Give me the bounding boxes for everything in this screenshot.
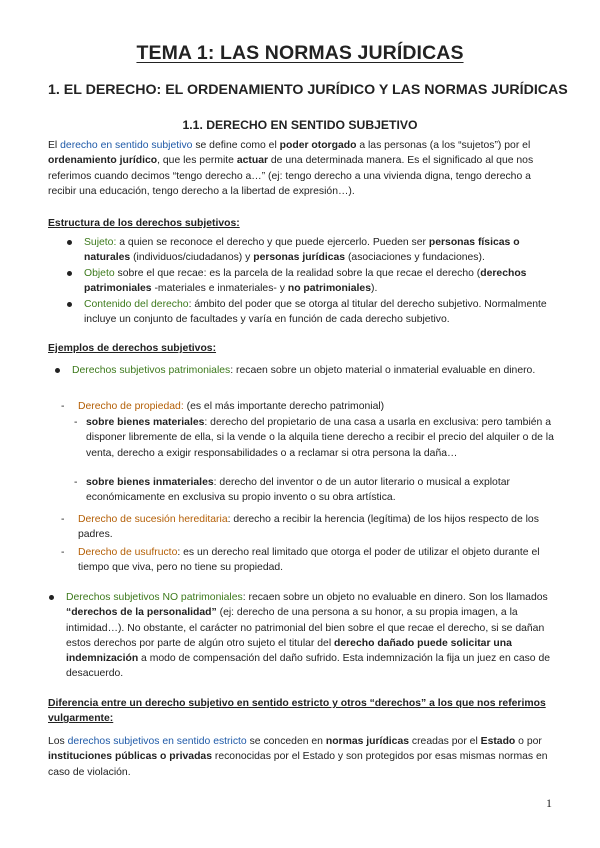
text: sobre el que recae: es la parcela de la realidad sobre la que recae el derecho ( [114, 268, 481, 279]
item-label: Derecho de propiedad: [78, 401, 184, 412]
text: de una determinada manera. Es el significado al que nos referimos cuando decimos “tengo derecho a…” (ej: tengo derecho a una vivienda digna, tengo derecho a recibir una educación, tengo derecho a la libertad de expresión…). [48, 155, 534, 197]
usufructo-item [61, 545, 558, 576]
text: reconocidas por el Estado y son protegidos por esas mismas normas en caso de violación. [48, 751, 548, 778]
dash-icon: - [61, 514, 65, 525]
no-patrimoniales-item [66, 590, 558, 682]
item-label: Sujeto: [84, 237, 117, 248]
diferencia-paragraph [48, 734, 558, 780]
item-label: Objeto [84, 268, 115, 279]
patrimoniales-item [72, 363, 558, 378]
dash-icon: - [74, 477, 78, 488]
text: : derecho del propietario de una casa a usarla en exclusiva: pero también a disponer libremente de ella, si la vende o la alquila tiene derecho a recibir el precio del alquiler o de la venta, derecho a exigir responsabilidades o a reclamar si otra persona la daña… [86, 417, 554, 459]
bold-term: no patrimoniales [287, 283, 371, 295]
intro-paragraph [48, 138, 558, 199]
text: a modo de compensación del daño sufrido. Esta indemnización la fija un juez en caso de desacuerdo. [66, 653, 551, 680]
text: (asociaciones y fundaciones). [345, 252, 485, 264]
bullet-icon [67, 240, 72, 245]
list-item [84, 266, 558, 297]
text: creadas por el [409, 736, 481, 747]
bold-term: instituciones públicas o privadas [48, 751, 212, 763]
inmateriales-item [74, 475, 558, 506]
bold-term: sobre bienes materiales [86, 417, 205, 428]
text: : recaen sobre un objeto material o inmaterial evaluable en dinero. [230, 365, 536, 376]
bold-term: sobre bienes inmateriales [86, 477, 214, 488]
highlight-term: derecho en sentido subjetivo [60, 140, 193, 151]
text: : ámbito del poder que se otorga al titular del derecho subjetivo. Normalmente incluye un conjunto de facultades y varía en función de cada derecho subjetivo. [84, 299, 547, 326]
text: se conceden en [246, 736, 326, 747]
section-heading-1: 1. EL DERECHO: EL ORDENAMIENTO JURÍDICO Y LAS NORMAS JURÍDICAS [48, 82, 568, 98]
section-heading-1-1: 1.1. DERECHO EN SENTIDO SUBJETIVO [182, 118, 418, 132]
text: : derecho del inventor o de un autor literario o musical a explotar económicamente en exclusiva su propio invento o su obra artística. [86, 477, 510, 504]
dash-icon: - [61, 547, 65, 558]
highlight-term: derechos subjetivos en sentido estricto [67, 736, 247, 747]
bullet-icon [67, 271, 72, 276]
bullet-icon [55, 368, 60, 373]
propiedad-item [61, 399, 558, 414]
dash-icon: - [61, 401, 65, 412]
text: a las personas (a los “sujetos”) por el [356, 140, 531, 151]
ejemplos-heading: Ejemplos de derechos subjetivos: [48, 343, 217, 354]
text: (individuos/ciudadanos) y [130, 252, 254, 264]
bullet-icon [67, 302, 72, 307]
text: -materiales e inmateriales- y [151, 283, 288, 295]
item-label: Derecho de sucesión hereditaria [78, 514, 228, 525]
materiales-item [74, 415, 558, 461]
sucesion-item [61, 512, 558, 543]
text: Los [48, 736, 68, 747]
item-label: Derecho de usufructo [78, 547, 178, 558]
bold-term: “derechos de la personalidad” [66, 607, 217, 619]
item-label: Contenido del derecho [84, 299, 189, 310]
bold-term: poder otorgado [279, 140, 357, 151]
dash-icon: - [74, 417, 78, 428]
text: o por [515, 736, 542, 747]
list-item [84, 297, 558, 328]
page-number: 1 [546, 796, 552, 810]
text: se define como el [192, 140, 280, 151]
text: (es el más importante derecho patrimonial) [183, 401, 385, 412]
diferencia-heading: Diferencia entre un derecho subjetivo en sentido estricto y otros “derechos” a los que nos referimos vulgarmente: [48, 698, 546, 725]
text: a quien se reconoce el derecho y que puede ejercerlo. Pueden ser [116, 237, 429, 248]
bold-term: Estado [480, 736, 516, 747]
document-title: TEMA 1: LAS NORMAS JURÍDICAS [136, 42, 464, 64]
bold-term: personas físicas o naturales [84, 237, 520, 264]
bold-term: derechos patrimoniales [84, 268, 527, 295]
bold-term: personas jurídicas [253, 252, 346, 264]
text: : derecho a recibir la herencia (legítima) de los hijos respecto de los padres. [78, 514, 539, 541]
item-label: Derechos subjetivos patrimoniales [72, 365, 231, 376]
estructura-list [84, 235, 558, 328]
text: ). [370, 283, 378, 295]
text: (ej: derecho de una persona a su honor, a su propia imagen, a la intimidad…). No obstante, el carácter no patrimonial del bien sobre el que recae el derecho, si se dañan estos derechos por parte de algún otro sujeto el titular del [66, 607, 545, 649]
text: , que les permite [157, 155, 237, 167]
item-label: Derechos subjetivos NO patrimoniales [66, 592, 243, 603]
bold-term: normas jurídicas [325, 736, 410, 747]
bold-term: ordenamiento jurídico [48, 155, 158, 167]
bullet-icon [49, 595, 54, 600]
bold-term: derecho dañado puede solicitar una indemnización [66, 637, 512, 665]
text: : recaen sobre un objeto no evaluable en dinero. Son los llamados [242, 592, 548, 603]
estructura-heading: Estructura de los derechos subjetivos: [48, 218, 240, 229]
text: : es un derecho real limitado que otorga el poder de utilizar el objeto durante el tiempo que viva, pero no tiene su propiedad. [78, 547, 540, 574]
bold-term: actuar [236, 155, 269, 167]
text: El [48, 140, 61, 151]
